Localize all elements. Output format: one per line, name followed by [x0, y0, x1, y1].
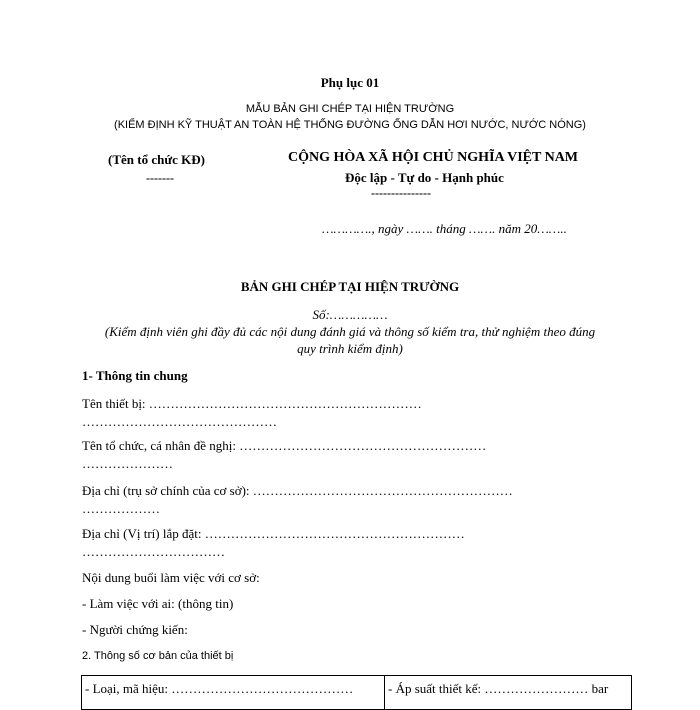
org-name: (Tên tổ chức KĐ)	[108, 152, 205, 167]
record-title: BẢN GHI CHÉP TẠI HIỆN TRƯỜNG	[240, 279, 460, 294]
requester-line: Tên tổ chức, cá nhân đề nghị: …………………………………………………	[82, 438, 487, 453]
republic-motto: Độc lập - Tự do - Hạnh phúc	[345, 170, 504, 185]
param-cell-type: - Loại, mã hiệu: ……………………………………	[82, 676, 385, 710]
address-hq-cont: ………………	[82, 501, 160, 516]
date-line: …………., ngày ……. tháng ……. năm 20……..	[322, 221, 567, 236]
witness-line: - Người chứng kiến:	[82, 622, 188, 637]
record-number: Số:……………	[312, 307, 388, 322]
address-install-line: Địa chỉ (Vị trí) lắp đặt: ……………………………………………………	[82, 526, 465, 541]
form-subtitle: (KIỂM ĐỊNH KỸ THUẬT AN TOÀN HỆ THỐNG ĐƯỜNG ỐNG DẪN HƠI NƯỚC, NƯỚC NÓNG)	[114, 119, 586, 131]
section2-heading: 2. Thông số cơ bản của thiết bị	[82, 650, 234, 662]
address-hq-line: Địa chỉ (trụ sở chính của cơ sở): ……………………………………………………	[82, 483, 513, 498]
republic-name: CỘNG HÒA XÃ HỘI CHỦ NGHĨA VIỆT NAM	[288, 150, 579, 165]
device-name-cont: ………………………………………	[82, 414, 277, 429]
table-row	[82, 676, 632, 710]
record-note-line1: (Kiểm định viên ghi đầy đủ các nội dung đánh giá và thông số kiểm tra, thử nghiệm theo đúng	[104, 324, 596, 339]
org-dash: -------	[146, 171, 174, 185]
device-params-table	[81, 675, 632, 710]
record-note-line2: quy trình kiểm định)	[297, 341, 403, 356]
param-cell-pressure: - Áp suất thiết kế: …………………… bar	[385, 676, 632, 710]
device-name-line: Tên thiết bị: ………………………………………………………	[82, 396, 422, 411]
section1-heading: 1- Thông tin chung	[82, 368, 188, 383]
republic-dash: ---------------	[371, 186, 431, 200]
worked-with-line: - Làm việc với ai: (thông tin)	[82, 596, 234, 611]
appendix-label: Phụ lục 01	[320, 75, 380, 90]
meeting-content-line: Nội dung buổi làm việc với cơ sở:	[82, 570, 260, 585]
address-install-cont: ……………………………	[82, 544, 225, 559]
requester-cont: …………………	[82, 456, 173, 471]
form-title: MẪU BẢN GHI CHÉP TẠI HIỆN TRƯỜNG	[245, 103, 455, 115]
